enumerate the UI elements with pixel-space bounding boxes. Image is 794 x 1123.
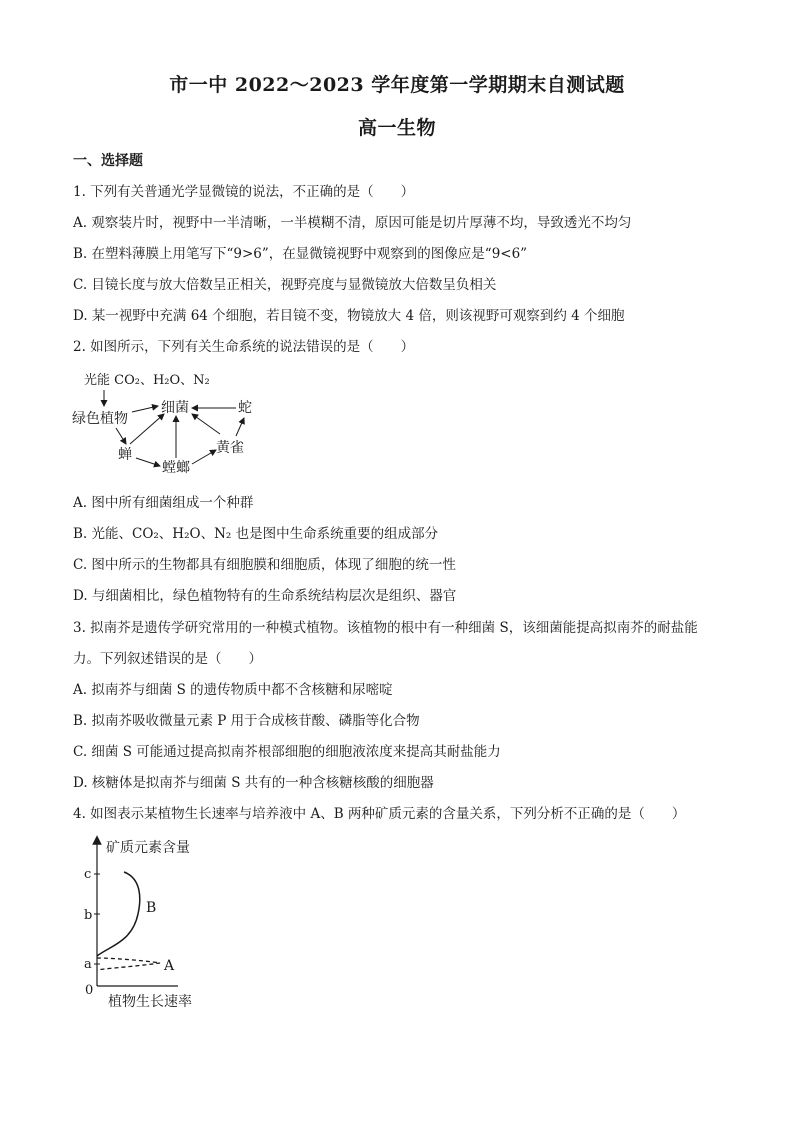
food-web-diagram	[68, 366, 288, 478]
arrow-cicada-to-mantis	[136, 458, 160, 466]
q1-option-d: D. 某一视野中充满 64 个细胞，若目镜不变，物镜放大 4 倍，则该视野可观察到约 4 个细胞	[73, 308, 625, 324]
arrow-plant-to-cicada	[116, 428, 126, 444]
curve-a	[97, 958, 160, 970]
arrow-plant-to-bacteria	[132, 406, 158, 412]
curve-b-label: B	[146, 900, 157, 916]
mineral-growth-graph	[80, 834, 230, 1012]
arrow-mantis-to-oriole	[192, 450, 216, 464]
y-axis-label: 矿质元素含量	[106, 840, 190, 856]
q3-option-b: B. 拟南芥吸收微量元素 P 用于合成核苷酸、磷脂等化合物	[73, 713, 420, 729]
q4-stem: 4. 如图表示某植物生长速率与培养液中 A、B 两种矿质元素的含量关系，下列分析不正确的是（ ）	[73, 806, 686, 822]
q2-option-d: D. 与细菌相比，绿色植物特有的生命系统结构层次是组织、器官	[73, 588, 457, 604]
diagram-label-oriole: 黄雀	[216, 440, 244, 456]
q1-stem: 1. 下列有关普通光学显微镜的说法，不正确的是（ ）	[73, 184, 415, 200]
diagram-label-bacteria: 细菌	[161, 400, 189, 416]
q2-option-a: A. 图中所有细菌组成一个种群	[73, 495, 254, 511]
arrow-oriole-to-snake	[236, 418, 244, 436]
q3-stem-line1: 3. 拟南芥是遗传学研究常用的一种模式植物。该植物的根中有一种细菌 S，该细菌能提高拟南芥的耐盐能	[73, 620, 698, 636]
arrow-cicada-to-bacteria	[130, 414, 164, 444]
curve-a-label: A	[164, 958, 175, 974]
diagram-label-snake: 蛇	[238, 400, 252, 416]
curve-b	[97, 872, 140, 956]
q2-stem: 2. 如图所示，下列有关生命系统的说法错误的是（ ）	[73, 339, 415, 355]
origin-label: 0	[85, 983, 94, 998]
exam-subject: 高一生物	[357, 117, 436, 139]
q3-option-d: D. 核糖体是拟南芥与细菌 S 共有的一种含核糖核酸的细胞器	[73, 775, 434, 791]
diagram-label-plant: 绿色植物	[72, 411, 128, 427]
exam-title: 市一中 2022～2023 学年度第一学期期末自测试题	[169, 74, 625, 96]
section-heading: 一、选择题	[73, 153, 143, 169]
q3-option-c: C. 细菌 S 可能通过提高拟南芥根部细胞的细胞液浓度来提高其耐盐能力	[73, 744, 501, 760]
q2-option-c: C. 图中所示的生物都具有细胞膜和细胞质，体现了细胞的统一性	[73, 557, 456, 573]
q1-option-a: A. 观察装片时，视野中一半清晰，一半模糊不清，原因可能是切片厚薄不均，导致透光不均匀	[73, 215, 632, 231]
q3-option-a: A. 拟南芥与细菌 S 的遗传物质中都不含核糖和尿嘧啶	[73, 682, 393, 698]
q1-option-c: C. 目镜长度与放大倍数呈正相关，视野亮度与显微镜放大倍数呈负相关	[73, 277, 497, 293]
q1-option-b: B. 在塑料薄膜上用笔写下“9>6”，在显微镜视野中观察到的图像应是“9<6”	[73, 246, 528, 262]
x-axis-label: 植物生长速率	[108, 994, 192, 1010]
diagram-top-label: 光能 CO₂、H₂O、N₂	[84, 373, 210, 388]
q2-option-b: B. 光能、CO₂、H₂O、N₂ 也是图中生命系统重要的组成部分	[73, 526, 439, 542]
y-tick-b: b	[84, 908, 93, 923]
arrow-oriole-to-bacteria	[192, 414, 220, 434]
y-tick-a: a	[84, 957, 92, 972]
diagram-label-cicada: 蝉	[118, 447, 132, 463]
y-tick-c: c	[84, 867, 92, 882]
diagram-label-mantis: 螳螂	[162, 460, 190, 476]
q3-stem-line2: 力。下列叙述错误的是（ ）	[73, 651, 262, 667]
